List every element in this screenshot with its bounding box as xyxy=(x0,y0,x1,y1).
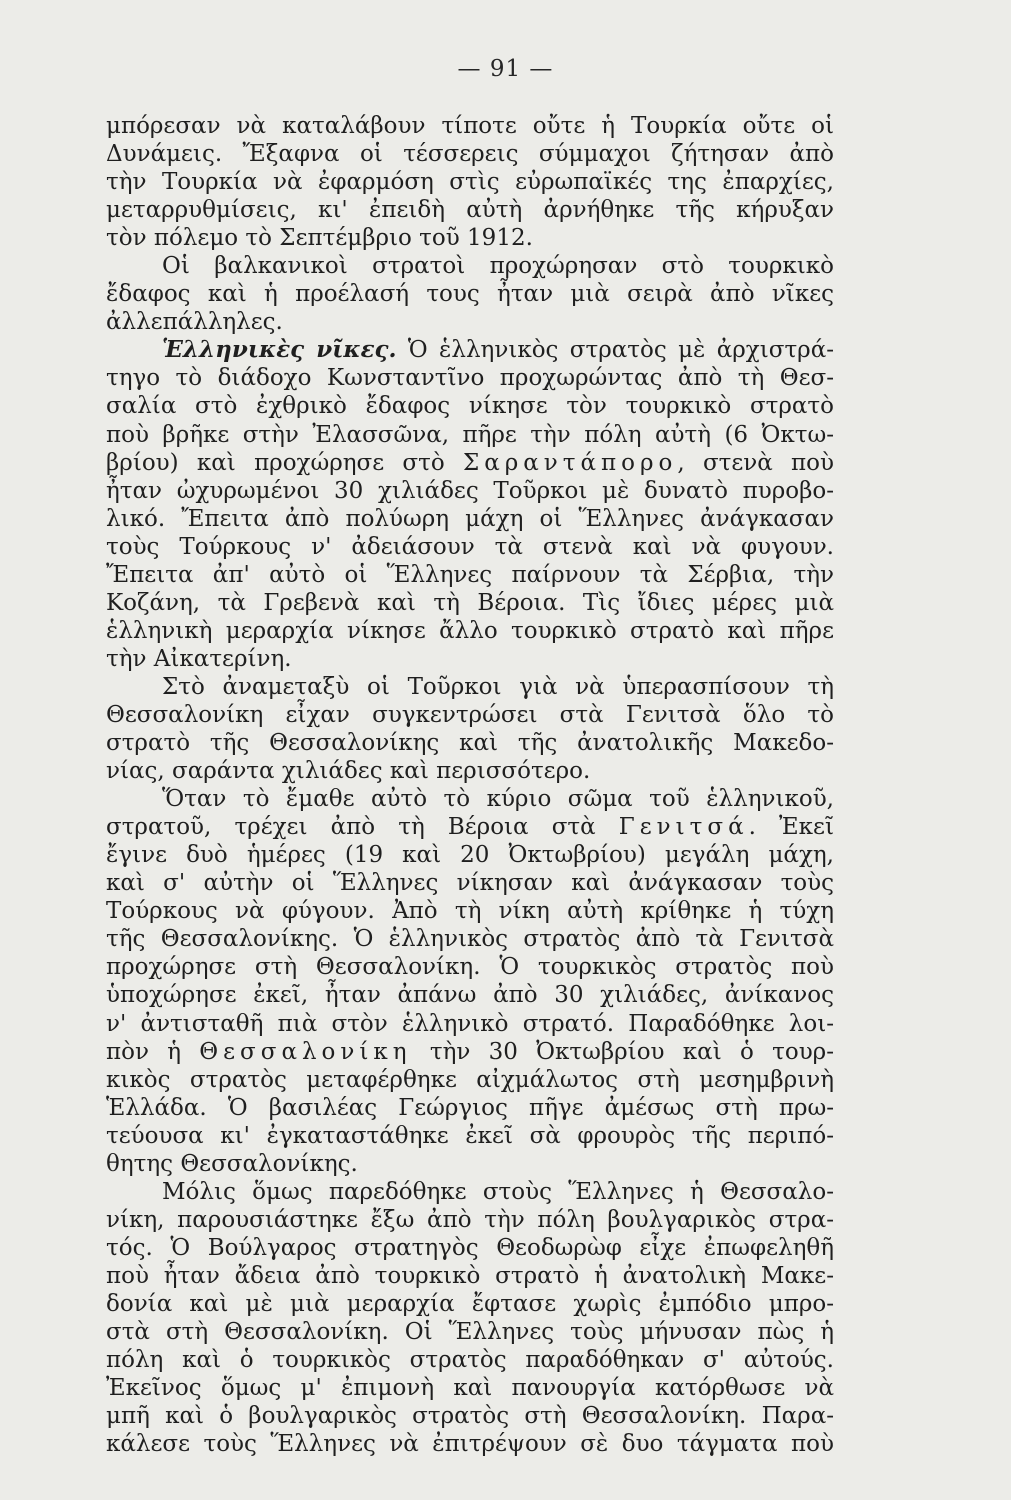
text-line: τὴν Αἰκατερίνη. xyxy=(106,645,292,672)
page-number: — 91 — xyxy=(457,56,554,82)
text-line: ν' ἀντισταθῆ πιὰ στὸν ἑλληνικὸ στρατό. Παραδόθηκε λοι- xyxy=(106,1010,834,1037)
text-line: προχώρησε στὴ Θεσσαλονίκη. Ὁ τουρκικὸς στρατὸς ποὺ xyxy=(106,954,834,981)
text-line: νίας, σαράντα χιλιάδες καὶ περισσότερο. xyxy=(106,758,591,785)
text-line: σαλία στὸ ἐχθρικὸ ἔδαφος νίκησε τὸν τουρκικὸ στρατὸ xyxy=(106,393,834,420)
paragraph-3 xyxy=(106,336,834,673)
section-heading: Ἑλληνικὲς νῖκες. xyxy=(162,336,397,364)
line-part: . Ἐκεῖ xyxy=(748,814,834,841)
text-line: ἀλλεπάλληλες. xyxy=(106,309,283,336)
spaced-place-name: Θεσσαλονίκη xyxy=(199,1038,412,1065)
text-line: ἔγινε δυὸ ἡμέρες (19 καὶ 20 Ὀκτωβρίου) μεγάλη μάχη, xyxy=(106,842,834,869)
text-line: μεταρρυθμίσεις, κι' ἐπειδὴ αὐτὴ ἀρνήθηκε τῆς κήρυξαν xyxy=(106,197,834,224)
heading-line-rest: Ὁ ἑλληνικὸς στρατὸς μὲ ἀρχιστρά- xyxy=(396,337,834,364)
text-line: ἦταν ὠχυρωμένοι 30 χιλιάδες Τοῦρκοι μὲ δυνατὸ πυροβο- xyxy=(106,477,834,504)
text-line: ὑποχώρησε ἐκεῖ, ἦταν ἀπάνω ἀπὸ 30 χιλιάδες, ἀνίκανος xyxy=(106,982,834,1009)
text-line xyxy=(106,336,834,364)
text-line: Ἐκεῖνος ὅμως μ' ἐπιμονὴ καὶ πανουργία κατόρθωσε νὰ xyxy=(106,1375,834,1402)
paragraph-1 xyxy=(106,112,834,252)
text-line: στὰ στὴ Θεσσαλονίκη. Οἱ Ἕλληνες τοὺς μήνυσαν πὼς ἡ xyxy=(106,1319,834,1346)
spaced-place-name: Γενιτσά xyxy=(618,814,749,841)
text-line: λικό. Ἔπειτα ἀπὸ πολύωρη μάχη οἱ Ἕλληνες ἀνάγκασαν xyxy=(106,505,834,532)
text-line xyxy=(106,449,834,477)
text-line: Ἔπειτα ἀπ' αὐτὸ οἱ Ἕλληνες παίρνουν τὰ Σέρβια, τὴν xyxy=(106,561,834,588)
text-line: Μόλις ὅμως παρεδόθηκε στοὺς Ἕλληνες ἡ Θεσσαλο- xyxy=(162,1178,834,1205)
text-line xyxy=(106,1038,834,1066)
spaced-place-name: Σαραντάπορο xyxy=(462,449,678,476)
text-line: δονία καὶ μὲ μιὰ μεραρχία ἔφτασε χωρὶς ἐμπόδιο μπρο- xyxy=(106,1290,834,1317)
text-line: κικὸς στρατὸς μεταφέρθηκε αἰχμάλωτος στὴ μεσημβρινὴ xyxy=(106,1066,834,1093)
text-line: Στὸ ἀναμεταξὺ οἱ Τοῦρκοι γιὰ νὰ ὑπερασπίσουν τὴ xyxy=(162,673,834,700)
text-line: ποὺ βρῆκε στὴν Ἐλασσῶνα, πῆρε τὴν πόλη αὐτὴ (6 Ὀκτω- xyxy=(106,421,834,448)
text-line: θητης Θεσσαλονίκης. xyxy=(106,1150,358,1177)
text-line: πόλη καὶ ὁ τουρκικὸς στρατὸς παραδόθηκαν σ' αὐτούς. xyxy=(106,1347,834,1374)
text-line: ποὺ ἦταν ἄδεια ἀπὸ τουρκικὸ στρατὸ ἡ ἀνατολικὴ Μακε- xyxy=(106,1262,834,1289)
paragraph-5 xyxy=(106,785,834,1178)
paragraph-6 xyxy=(106,1178,834,1458)
text-line: τῆς Θεσσαλονίκης. Ὁ ἑλληνικὸς στρατὸς ἀπὸ τὰ Γενιτσὰ xyxy=(106,926,834,953)
text-line: Τούρκους νὰ φύγουν. Ἀπὸ τὴ νίκη αὐτὴ κρίθηκε ἡ τύχη xyxy=(106,898,834,925)
text-line: Κοζάνη, τὰ Γρεβενὰ καὶ τὴ Βέροια. Τὶς ἴδιες μέρες μιὰ xyxy=(106,589,834,616)
text-line: κάλεσε τοὺς Ἕλληνες νὰ ἐπιτρέψουν σὲ δυο τάγματα ποὺ xyxy=(106,1431,834,1458)
text-line: τός. Ὁ Βούλγαρος στρατηγὸς Θεοδωρὼφ εἶχε ἐπωφεληθῆ xyxy=(106,1234,834,1261)
text-line: Δυνάμεις. Ἔξαφνα οἱ τέσσερεις σύμμαχοι ζήτησαν ἀπὸ xyxy=(106,141,834,168)
line-part: βρίου) καὶ προχώρησε στὸ xyxy=(106,449,463,476)
text-line: Ὅταν τὸ ἔμαθε αὐτὸ τὸ κύριο σῶμα τοῦ ἑλληνικοῦ, xyxy=(162,786,834,813)
paragraph-4 xyxy=(106,673,834,785)
text-line: μπῆ καὶ ὁ βουλγαρικὸς στρατὸς στὴ Θεσσαλονίκη. Παρα- xyxy=(106,1403,834,1430)
text-line: Οἱ βαλκανικοὶ στρατοὶ προχώρησαν στὸ τουρκικὸ xyxy=(162,253,834,280)
text-line: Ἑλλάδα. Ὁ βασιλέας Γεώργιος πῆγε ἀμέσως στὴ πρω- xyxy=(106,1094,834,1121)
text-line: καὶ σ' αὐτὴν οἱ Ἕλληνες νίκησαν καὶ ἀνάγκασαν τοὺς xyxy=(106,870,834,897)
paragraph-2 xyxy=(106,252,834,336)
text-line: τηγο τὸ διάδοχο Κωνσταντῖνο προχωρώντας ἀπὸ τὴ Θεσ- xyxy=(106,365,834,392)
line-part: στρατοῦ, τρέχει ἀπὸ τὴ Βέροια στὰ xyxy=(106,814,619,841)
text-line: νίκη, παρουσιάστηκε ἔξω ἀπὸ τὴν πόλη βουλγαρικὸς στρα- xyxy=(106,1206,834,1233)
text-line: ἔδαφος καὶ ἡ προέλασή τους ἦταν μιὰ σειρὰ ἀπὸ νῖκες xyxy=(106,281,834,308)
line-part: , στενὰ ποὺ xyxy=(677,449,834,476)
text-line: τοὺς Τούρκους ν' ἀδειάσουν τὰ στενὰ καὶ νὰ φυγουν. xyxy=(106,533,834,560)
line-part: πὸν ἡ xyxy=(106,1038,200,1065)
text-line: μπόρεσαν νὰ καταλάβουν τίποτε οὔτε ἡ Τουρκία οὔτε οἱ xyxy=(106,113,834,139)
text-line: στρατὸ τῆς Θεσσαλονίκης καὶ τῆς ἀνατολικῆς Μακεδο- xyxy=(106,730,834,757)
line-part: τὴν 30 Ὀκτωβρίου καὶ ὁ τουρ- xyxy=(411,1038,834,1065)
text-line: τὴν Τουρκία νὰ ἐφαρμόση στὶς εὐρωπαϊκές της ἐπαρχίες, xyxy=(106,169,834,196)
text-line xyxy=(106,813,834,841)
text-line: ἑλληνικὴ μεραρχία νίκησε ἄλλο τουρκικὸ στρατὸ καὶ πῆρε xyxy=(106,617,834,644)
text-line: τὸν πόλεμο τὸ Σεπτέμβριο τοῦ 1912. xyxy=(106,225,533,252)
text-line: Θεσσαλονίκη εἶχαν συγκεντρώσει στὰ Γενιτσὰ ὅλο τὸ xyxy=(106,701,834,728)
body-text xyxy=(106,112,834,1458)
text-line: τεύουσα κι' ἐγκαταστάθηκε ἐκεῖ σὰ φρουρὸς τῆς περιπό- xyxy=(106,1122,834,1149)
